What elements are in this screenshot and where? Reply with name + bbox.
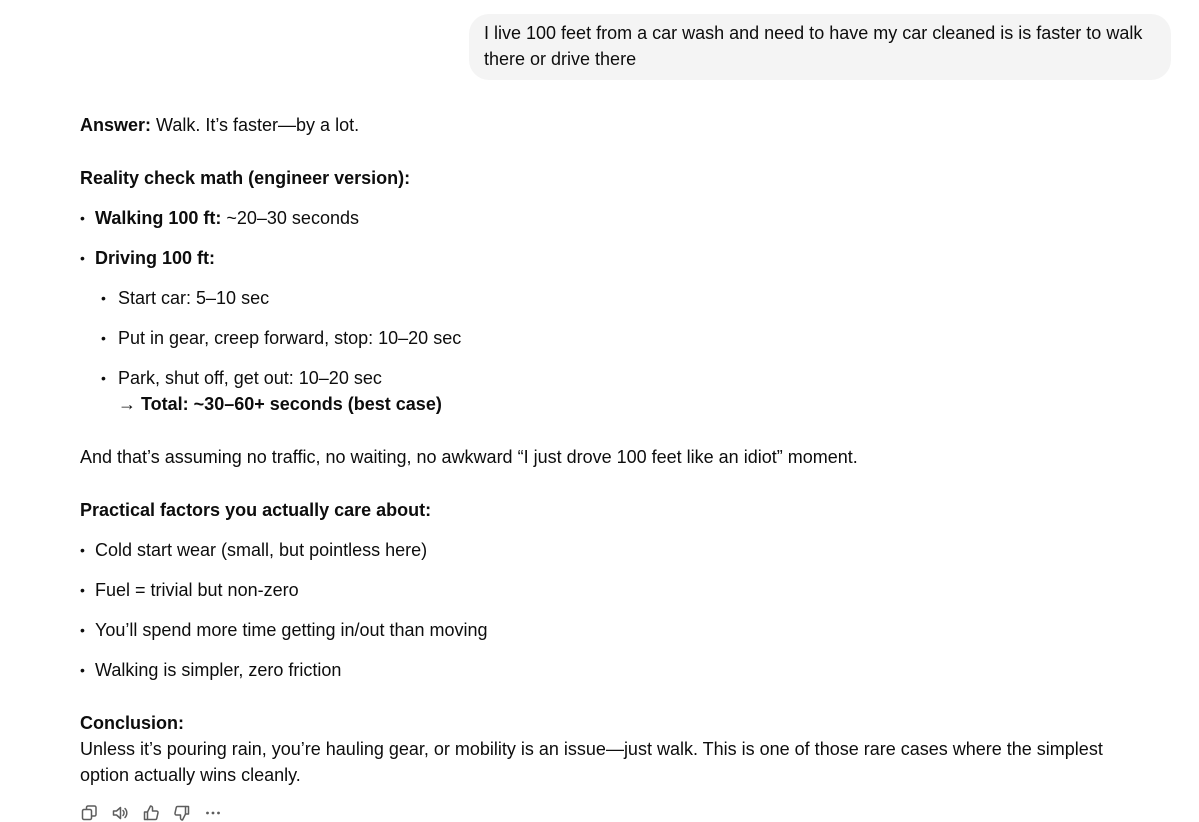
- answer-text: Walk. It’s faster—by a lot.: [151, 115, 360, 135]
- bullet: •: [80, 622, 85, 638]
- list-item-practical: [80, 577, 1150, 603]
- answer-line: [80, 112, 1150, 138]
- driving-step-text: Put in gear, creep forward, stop: 10–20 sec: [118, 328, 462, 348]
- total-arrow: →: [118, 394, 142, 414]
- practical-text: Fuel = trivial but non-zero: [95, 580, 299, 600]
- walking-value: ~20–30 seconds: [221, 208, 359, 228]
- total-text: Total: ~30–60+ seconds (best case): [141, 394, 442, 414]
- list-item-practical: [80, 537, 1150, 563]
- bullet: •: [80, 582, 85, 598]
- list-item-practical: [80, 657, 1150, 683]
- bullet: •: [101, 330, 106, 346]
- read-aloud-icon[interactable]: [111, 804, 129, 822]
- driving-step-text: Start car: 5–10 sec: [118, 288, 270, 308]
- more-icon[interactable]: [204, 804, 222, 822]
- list-item-practical: [80, 617, 1150, 643]
- conclusion-block: [80, 710, 1150, 788]
- bullet: •: [80, 250, 85, 266]
- list-item-driving-step: [80, 285, 1150, 311]
- driving-label: Driving 100 ft:: [95, 248, 216, 268]
- walking-label: Walking 100 ft:: [95, 208, 222, 228]
- thumbs-up-icon[interactable]: [142, 804, 160, 822]
- answer-label: Answer:: [80, 115, 152, 135]
- driving-step-text: Park, shut off, get out: 10–20 sec: [118, 368, 382, 388]
- assumption-text: And that’s assuming no traffic, no waiting, no awkward “I just drove 100 feet like an idiot” moment.: [80, 447, 858, 467]
- reality-heading: Reality check math (engineer version):: [80, 168, 411, 188]
- assistant-response: [80, 112, 1150, 788]
- user-message-row: [469, 14, 1171, 80]
- list-item-walking: [80, 205, 1150, 231]
- practical-text: Walking is simpler, zero friction: [95, 660, 342, 680]
- bullet: •: [101, 290, 106, 306]
- list-item-driving-step: [80, 325, 1150, 351]
- bullet: •: [80, 542, 85, 558]
- user-message-bubble: I live 100 feet from a car wash and need to have my car cleaned is is faster to walk there or drive there: [469, 14, 1171, 80]
- list-item-driving: [80, 245, 1150, 271]
- practical-heading: Practical factors you actually care about:: [80, 500, 432, 520]
- conclusion-text: Unless it’s pouring rain, you’re hauling gear, or mobility is an issue—just walk. This is one of those rare cases where the simplest option actually wins cleanly.: [80, 739, 1103, 785]
- bullet: •: [101, 370, 106, 386]
- copy-icon[interactable]: [80, 804, 98, 822]
- practical-text: Cold start wear (small, but pointless here): [95, 540, 428, 560]
- thumbs-down-icon[interactable]: [173, 804, 191, 822]
- bullet: •: [80, 662, 85, 678]
- bullet: •: [80, 210, 85, 226]
- practical-text: You’ll spend more time getting in/out than moving: [95, 620, 488, 640]
- conclusion-label: Conclusion:: [80, 713, 184, 733]
- message-actions: [80, 804, 222, 822]
- list-item-driving-step: [80, 365, 1150, 417]
